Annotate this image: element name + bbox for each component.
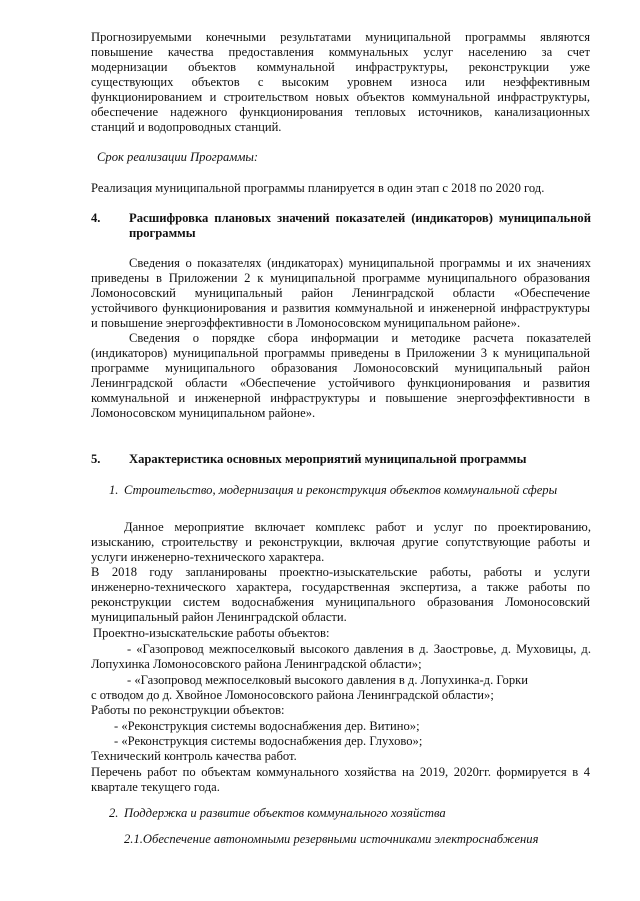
para1-line-1: Прогнозируемыми конечными результатами муниципальной программы являются [91, 30, 590, 44]
para-a-line-2: приведены в Приложении 2 к муниципальной программе муниципального образования [91, 271, 590, 285]
section4-number: 4. [91, 211, 101, 225]
para-b-line-2: (индикаторов) муниципальной программы приведены в Приложении 3 к муниципальной [91, 346, 590, 360]
item1-line-1: - «Газопровод межпоселковый высокого давления в д. Заостровье, д. Муховицы, д. [127, 642, 591, 656]
para-b-line-1: Сведения о порядке сбора информации и методике расчета показателей [129, 331, 591, 345]
item2-line-2: с отводом до д. Хвойное Ломоносовского района Ленинградской области»; [91, 688, 494, 702]
sub2-title: Поддержка и развитие объектов коммунального хозяйства [124, 806, 446, 820]
para1-line-2: повышение качества предоставления коммунальных услуг населению за счет [91, 45, 590, 59]
recon-label: Работы по реконструкции объектов: [91, 703, 285, 717]
section5-title: Характеристика основных мероприятий муниципальной программы [129, 452, 527, 466]
para1-line-4: существующих объектов с высоким уровнем износа или неэффективным [91, 75, 590, 89]
para-d-line-4: муниципальный район Ленинградской области. [91, 610, 347, 624]
para-a-line-5: и повышение энергоэффективности в Ломоносовском муниципальном районе». [91, 316, 521, 330]
item4: - «Реконструкция системы водоснабжения дер. Глухово»; [114, 734, 423, 748]
para-a-line-1: Сведения о показателях (индикаторах) муниципальной программы и их значениях [129, 256, 591, 270]
para-b-line-4: Ленинградской области «Обеспечение устойчивого функционирования и развития [91, 376, 590, 390]
para-d-line-3: реконструкции систем водоснабжения муниципального образования Ломоносовский [91, 595, 590, 609]
para1-line-5: функционированием и строительством новых объектов коммунальной инфраструктуры, [91, 90, 590, 104]
section5-number: 5. [91, 452, 101, 466]
para-b-line-5: коммунальной и инженерной инфраструктуры и повышение энергоэффективности в [91, 391, 590, 405]
para-a-line-3: Ломоносовский муниципальный район Ленинградской области «Обеспечение [91, 286, 590, 300]
para1-line-6: обеспечение надежного функционирования тепловых источников, канализационных [91, 105, 590, 119]
para-d-line-2: инженерно-технического характера, государственная экспертиза, а также работы по [91, 580, 590, 594]
para-c-line-1: Данное мероприятие включает комплекс работ и услуг по проектированию, [124, 520, 591, 534]
para-b-line-3: программе муниципального образования Ломоносовский муниципальный район [91, 361, 590, 375]
section4-title-line-1: Расшифровка плановых значений показателей (индикаторов) муниципальной [129, 211, 591, 225]
para-b-line-6: Ломоносовском муниципальном районе». [91, 406, 316, 420]
para-c-line-2: изысканию, строительству и реконструкции, включая другие сопутствующие работы и [91, 535, 590, 549]
list-text-line-2: квартале текущего года. [91, 780, 220, 794]
sub1-title: Строительство, модернизация и реконструкция объектов коммунальной сферы [124, 483, 558, 497]
sub1-number: 1. [109, 483, 119, 497]
para-c-line-3: услуги инженерно-технического характера. [91, 550, 325, 564]
list-text-line-1: Перечень работ по объектам коммунального хозяйства на 2019, 2020гг. формируется в 4 [91, 765, 590, 779]
survey-label: Проектно-изыскательские работы объектов: [93, 626, 330, 640]
section4-title-line-2: программы [129, 226, 196, 240]
para-d-line-1: В 2018 году запланированы проектно-изыскательские работы, работы и услуги [91, 565, 590, 579]
para-a-line-4: устойчивого функционирования и развития коммунальной и инженерной инфраструктуры [91, 301, 590, 315]
sub21-title: 2.1.Обеспечение автономными резервными источниками электроснабжения [124, 832, 539, 846]
item2-line-1: - «Газопровод межпоселковый высокого давления в д. Лопухинка-д. Горки [127, 673, 528, 687]
control-text: Технический контроль качества работ. [91, 749, 297, 763]
para1-line-3: модернизации объектов коммунальной инфраструктуры, реконструкции уже [91, 60, 590, 74]
term-text: Реализация муниципальной программы планируется в один этап с 2018 по 2020 год. [91, 181, 545, 195]
item3: - «Реконструкция системы водоснабжения дер. Витино»; [114, 719, 420, 733]
term-heading: Срок реализации Программы: [97, 150, 259, 164]
sub2-number: 2. [109, 806, 119, 820]
para1-line-7: станций и водопроводных станций. [91, 120, 282, 134]
item1-line-2: Лопухинка Ломоносовского района Ленинградской области»; [91, 657, 422, 671]
